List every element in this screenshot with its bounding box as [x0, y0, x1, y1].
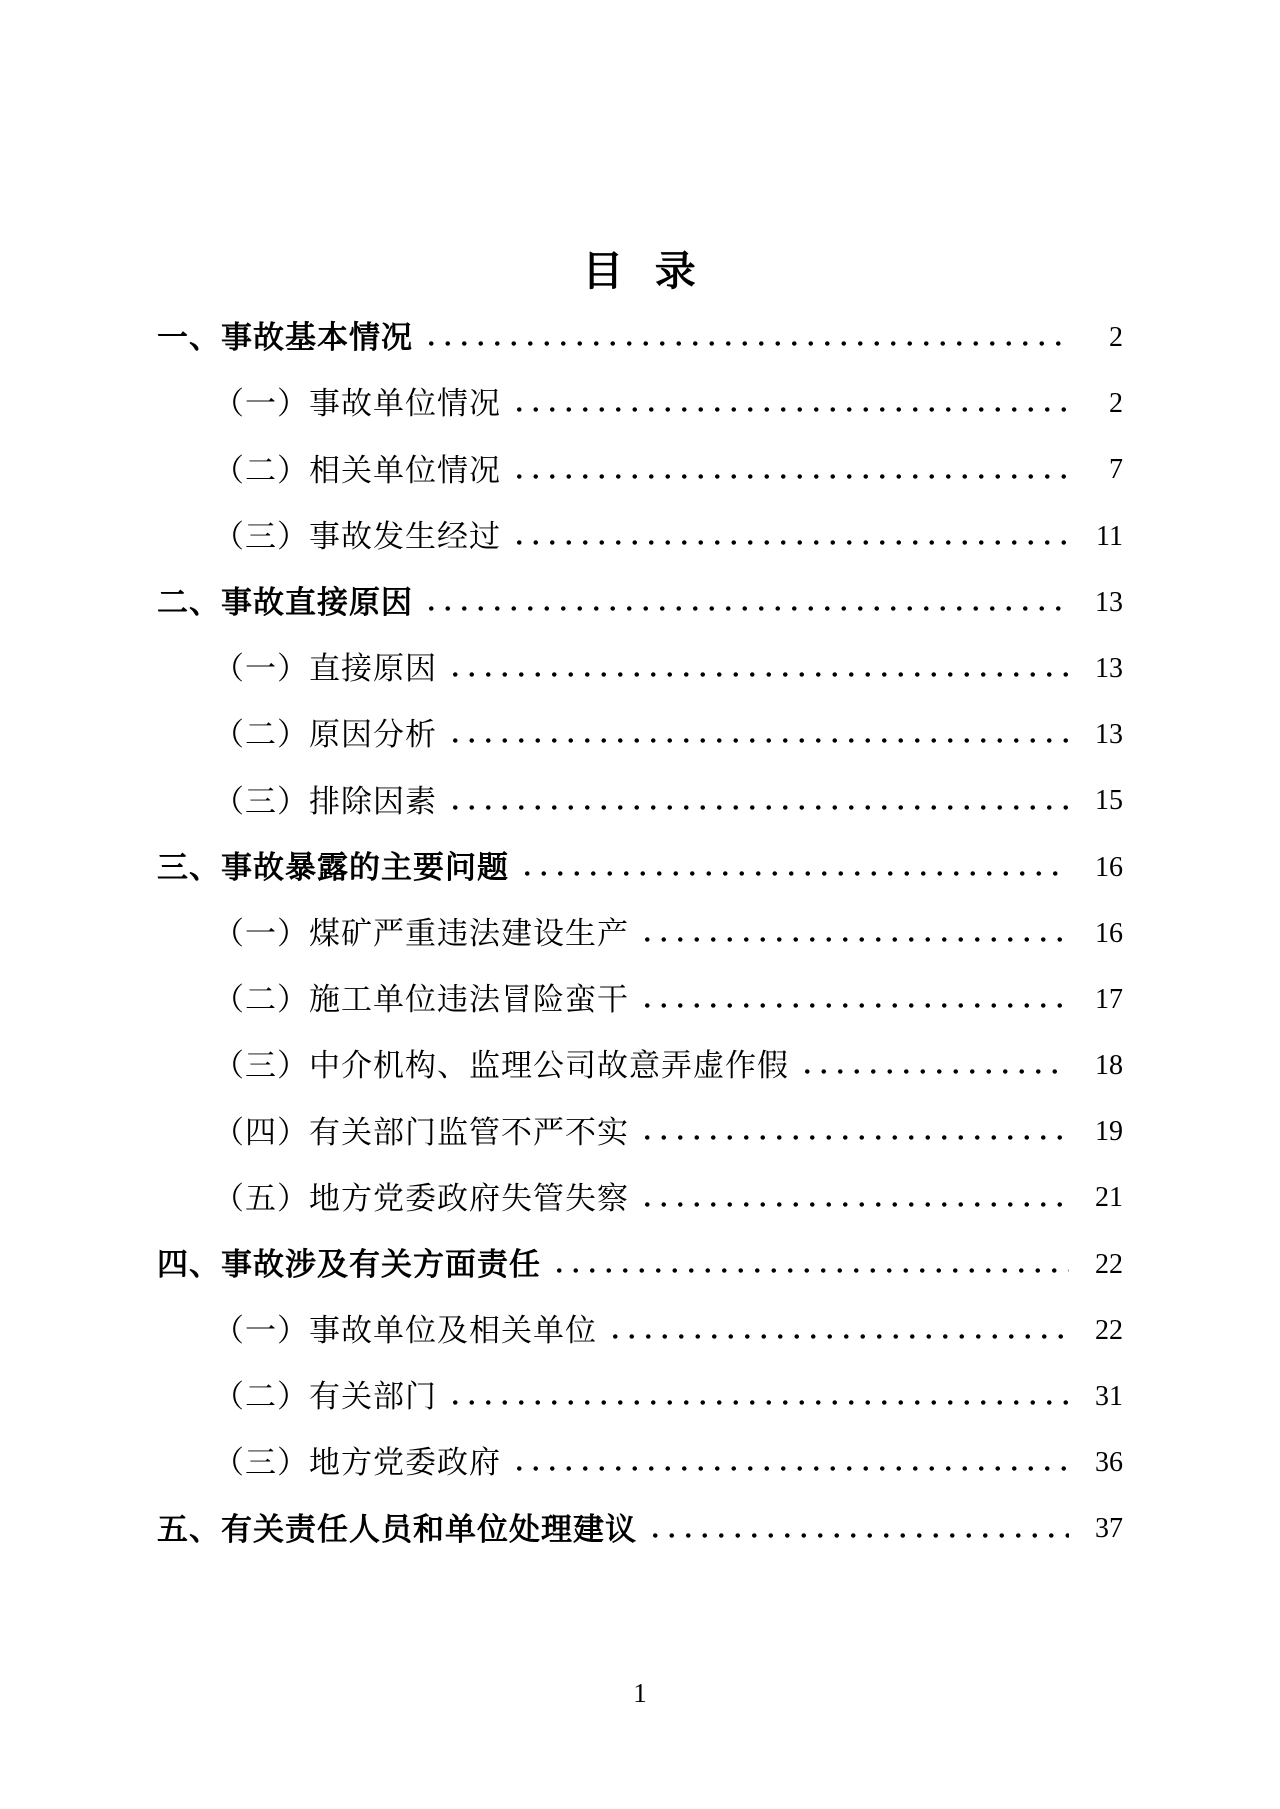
toc-entry-label: 三、事故暴露的主要问题: [157, 849, 509, 885]
toc-entry-label: （三）地方党委政府: [213, 1445, 501, 1481]
toc-entry-label: （二）相关单位情况: [213, 452, 501, 488]
toc-entry-page-number: 21: [1095, 1182, 1123, 1214]
toc-entry-page-number: 2: [1109, 388, 1123, 420]
toc-entry-label: （四）有关部门监管不严不实: [213, 1114, 629, 1150]
dot-leader: [517, 835, 1069, 901]
dot-leader: [637, 967, 1069, 1033]
toc-entry-page-number: 17: [1095, 983, 1123, 1015]
dot-leader: [549, 1232, 1069, 1298]
toc-entry[interactable]: [157, 504, 1123, 570]
page-footer: [0, 1678, 1280, 1709]
dot-leader: [509, 371, 1069, 437]
toc-entry-label: （一）直接原因: [213, 651, 437, 687]
toc-entry-page-number: 13: [1095, 719, 1123, 751]
dot-leader: [445, 768, 1069, 834]
toc-entry-page-number: 16: [1095, 917, 1123, 949]
toc-entry-page-number: 15: [1095, 785, 1123, 817]
toc-entry-label: 一、事故基本情况: [157, 320, 413, 356]
toc-entry-page-number: 16: [1095, 851, 1123, 883]
toc-entry[interactable]: [157, 1430, 1123, 1496]
dot-leader: [645, 1496, 1069, 1562]
dot-leader: [509, 1430, 1069, 1496]
toc-entry-page-number: 22: [1095, 1314, 1123, 1346]
toc-entry-label: （三）排除因素: [213, 783, 437, 819]
toc-entry-page-number: 2: [1109, 322, 1123, 353]
dot-leader: [637, 1099, 1069, 1165]
dot-leader: [637, 1165, 1069, 1231]
toc-entry-page-number: 19: [1095, 1116, 1123, 1148]
toc-entry[interactable]: [157, 1165, 1123, 1231]
toc-entry[interactable]: [157, 901, 1123, 967]
toc-entry-label: （一）事故单位情况: [213, 386, 501, 422]
toc-entry-page-number: 31: [1095, 1381, 1123, 1412]
toc-entry-page-number: 18: [1095, 1050, 1123, 1082]
toc-entry-page-number: 11: [1096, 520, 1123, 552]
footer-page-number: 1: [633, 1678, 647, 1708]
toc-entry-page-number: 37: [1095, 1513, 1123, 1545]
toc-entry-page-number: 13: [1095, 586, 1123, 618]
toc-entry-page-number: 36: [1095, 1447, 1123, 1479]
dot-leader: [797, 1033, 1069, 1099]
toc-entry-label: 五、有关责任人员和单位处理建议: [157, 1511, 637, 1547]
toc-entry-page-number: 22: [1095, 1248, 1123, 1280]
toc-entry[interactable]: [157, 1298, 1123, 1364]
toc-entry-label: （三）中介机构、监理公司故意弄虚作假: [213, 1048, 789, 1084]
dot-leader: [509, 437, 1069, 503]
dot-leader: [421, 305, 1069, 371]
dot-leader: [605, 1298, 1069, 1364]
toc-entry[interactable]: [157, 1232, 1123, 1298]
toc-entry[interactable]: [157, 835, 1123, 901]
dot-leader: [509, 504, 1069, 570]
dot-leader: [637, 901, 1069, 967]
page-title: 目 录: [582, 248, 698, 294]
toc-entry-label: （三）事故发生经过: [213, 518, 501, 554]
toc-entry[interactable]: [157, 437, 1123, 503]
toc-entry[interactable]: [157, 570, 1123, 636]
toc-entry-label: 四、事故涉及有关方面责任: [157, 1246, 541, 1282]
toc-entry[interactable]: [157, 371, 1123, 437]
dot-leader: [445, 1364, 1069, 1430]
toc-entry[interactable]: [157, 305, 1123, 371]
dot-leader: [445, 702, 1069, 768]
toc-entry-page-number: 7: [1109, 454, 1123, 486]
dot-leader: [445, 636, 1069, 702]
toc-entry-label: （一）事故单位及相关单位: [213, 1313, 597, 1349]
toc-list: [157, 305, 1123, 1563]
toc-entry-label: （五）地方党委政府失管失察: [213, 1180, 629, 1216]
dot-leader: [421, 570, 1069, 636]
toc-entry[interactable]: [157, 1033, 1123, 1099]
toc-entry-label: （二）原因分析: [213, 717, 437, 753]
toc-entry[interactable]: [157, 967, 1123, 1033]
toc-entry-page-number: 13: [1095, 652, 1123, 684]
toc-entry-label: （一）煤矿严重违法建设生产: [213, 915, 629, 951]
toc-entry[interactable]: [157, 768, 1123, 834]
toc-entry[interactable]: [157, 1099, 1123, 1165]
toc-entry-label: （二）施工单位违法冒险蛮干: [213, 982, 629, 1018]
toc-entry[interactable]: [157, 702, 1123, 768]
toc-entry[interactable]: [157, 1364, 1123, 1430]
toc-entry-label: 二、事故直接原因: [157, 585, 413, 621]
toc-entry[interactable]: [157, 636, 1123, 702]
toc-entry[interactable]: [157, 1496, 1123, 1562]
toc-entry-label: （二）有关部门: [213, 1379, 437, 1415]
